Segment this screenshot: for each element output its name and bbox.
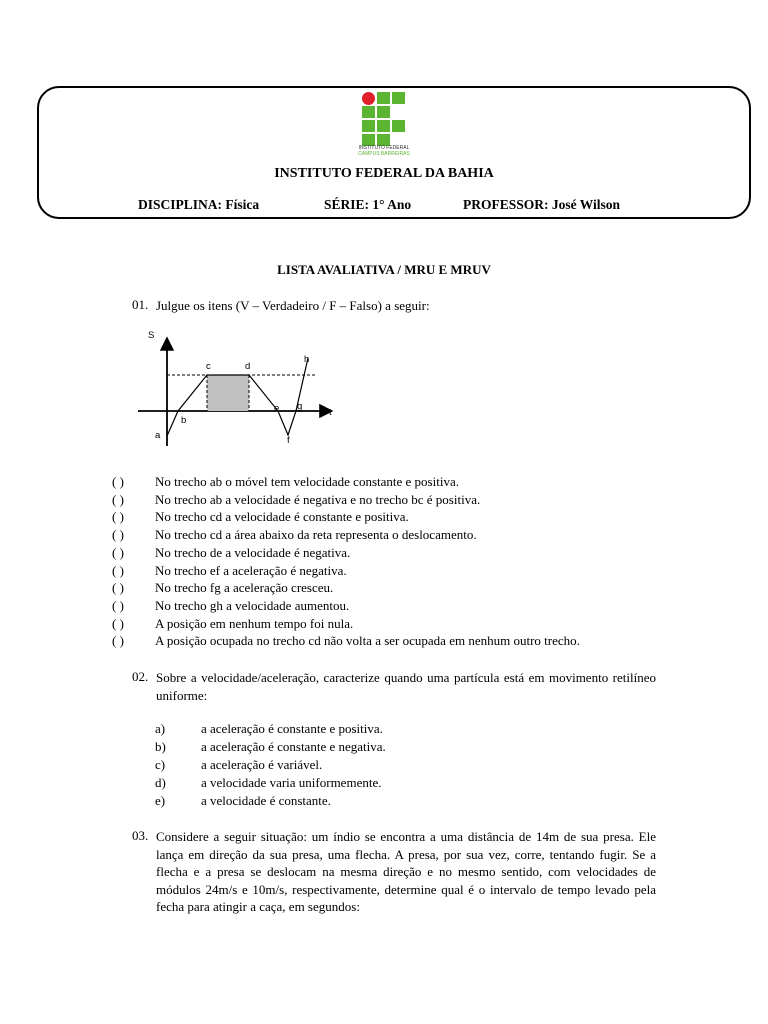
option-letter: e) — [155, 792, 166, 808]
option-letter: d) — [155, 774, 166, 790]
statement-text: No trecho ab o móvel tem velocidade constante e positiva. — [155, 474, 459, 489]
logo-text-campus: CAMPUS BARREIRAS — [358, 151, 410, 157]
point-label-b: b — [181, 415, 187, 426]
question-1-number: 01. — [132, 297, 149, 312]
true-false-blank[interactable]: ( ) — [112, 615, 124, 631]
disciplina-field: DISCIPLINA: Física — [138, 197, 260, 212]
x-axis-label: t — [329, 407, 332, 418]
true-false-blank[interactable]: ( ) — [112, 544, 124, 560]
list-title: LISTA AVALIATIVA / MRU E MRUV — [277, 262, 491, 277]
statement-text: No trecho cd a área abaixo da reta representa o deslocamento. — [155, 527, 477, 543]
true-false-blank[interactable]: ( ) — [112, 527, 124, 543]
statement-text: No trecho de a velocidade é negativa. — [155, 544, 351, 560]
option-letter: a) — [155, 721, 166, 736]
question-2-number: 02. — [132, 669, 149, 684]
statement-text: A posição ocupada no trecho cd não volta a ser ocupada em nenhum outro trecho. — [155, 633, 580, 649]
serie-field: SÉRIE: 1° Ano — [324, 197, 412, 212]
shaded-area-cd — [207, 375, 249, 411]
point-label-d: d — [245, 361, 251, 372]
option-text: a aceleração é constante e negativa. — [201, 739, 386, 754]
statement-text: No trecho ef a aceleração é negativa. — [155, 562, 347, 578]
logo-red-dot — [362, 92, 375, 105]
point-label-f: f — [287, 435, 290, 446]
true-false-blank[interactable]: ( ) — [112, 580, 124, 596]
point-label-e: e — [274, 403, 280, 414]
option-text: a velocidade varia uniformemente. — [201, 774, 382, 790]
option-letter: b) — [155, 739, 166, 754]
statement-text: No trecho ab a velocidade é negativa e no trecho bc é positiva. — [155, 491, 481, 507]
point-label-c: c — [206, 361, 211, 372]
logo-text-institute: INSTITUTO FEDERAL — [358, 145, 410, 151]
option-letter: c) — [155, 756, 166, 772]
statement-text: No trecho cd a velocidade é constante e positiva. — [155, 509, 409, 525]
point-label-g: g — [297, 401, 303, 412]
option-text: a aceleração é variável. — [201, 756, 323, 772]
option-text: a aceleração é constante e positiva. — [201, 721, 383, 736]
statement-text: No trecho fg a aceleração cresceu. — [155, 580, 334, 596]
institution-name: INSTITUTO FEDERAL DA BAHIA — [274, 166, 494, 181]
statement-text: No trecho gh a velocidade aumentou. — [155, 597, 350, 613]
true-false-blank[interactable]: ( ) — [112, 491, 124, 507]
point-label-h: h — [304, 354, 310, 365]
true-false-blank[interactable]: ( ) — [112, 474, 124, 489]
question-1-text: Julgue os itens (V – Verdadeiro / F – Falso) a seguir: — [156, 298, 430, 313]
statement-text: A posição em nenhum tempo foi nula. — [155, 615, 354, 631]
point-label-a: a — [155, 430, 161, 441]
option-text: a velocidade é constante. — [201, 792, 331, 808]
position-time-graph — [138, 322, 338, 448]
question-2-text: Sobre a velocidade/aceleração, caracterize quando uma partícula está em movimento retilíneo uniforme: — [156, 670, 656, 703]
true-false-blank[interactable]: ( ) — [112, 633, 124, 649]
true-false-blank[interactable]: ( ) — [112, 562, 124, 578]
true-false-blank[interactable]: ( ) — [112, 597, 124, 613]
question-3-number: 03. — [132, 828, 149, 843]
professor-field: PROFESSOR: José Wilson — [463, 197, 621, 212]
true-false-blank[interactable]: ( ) — [112, 509, 124, 525]
y-axis-label: S — [148, 330, 155, 341]
question-3-text: Considere a seguir situação: um índio se encontra a uma distância de 14m de sua presa. Ele lança em direção da sua presa, uma flecha. A presa, por sua vez, corre, tentando fugir. Se a flecha e a presa se deslocam na mesma direção e no mesmo sentido, com velocidades de módulos 24m/s e 10m/s, respectivamente, determine qual é o intervalo de tempo levado pela fecha para atingir a caça, em segundos: — [156, 829, 656, 914]
